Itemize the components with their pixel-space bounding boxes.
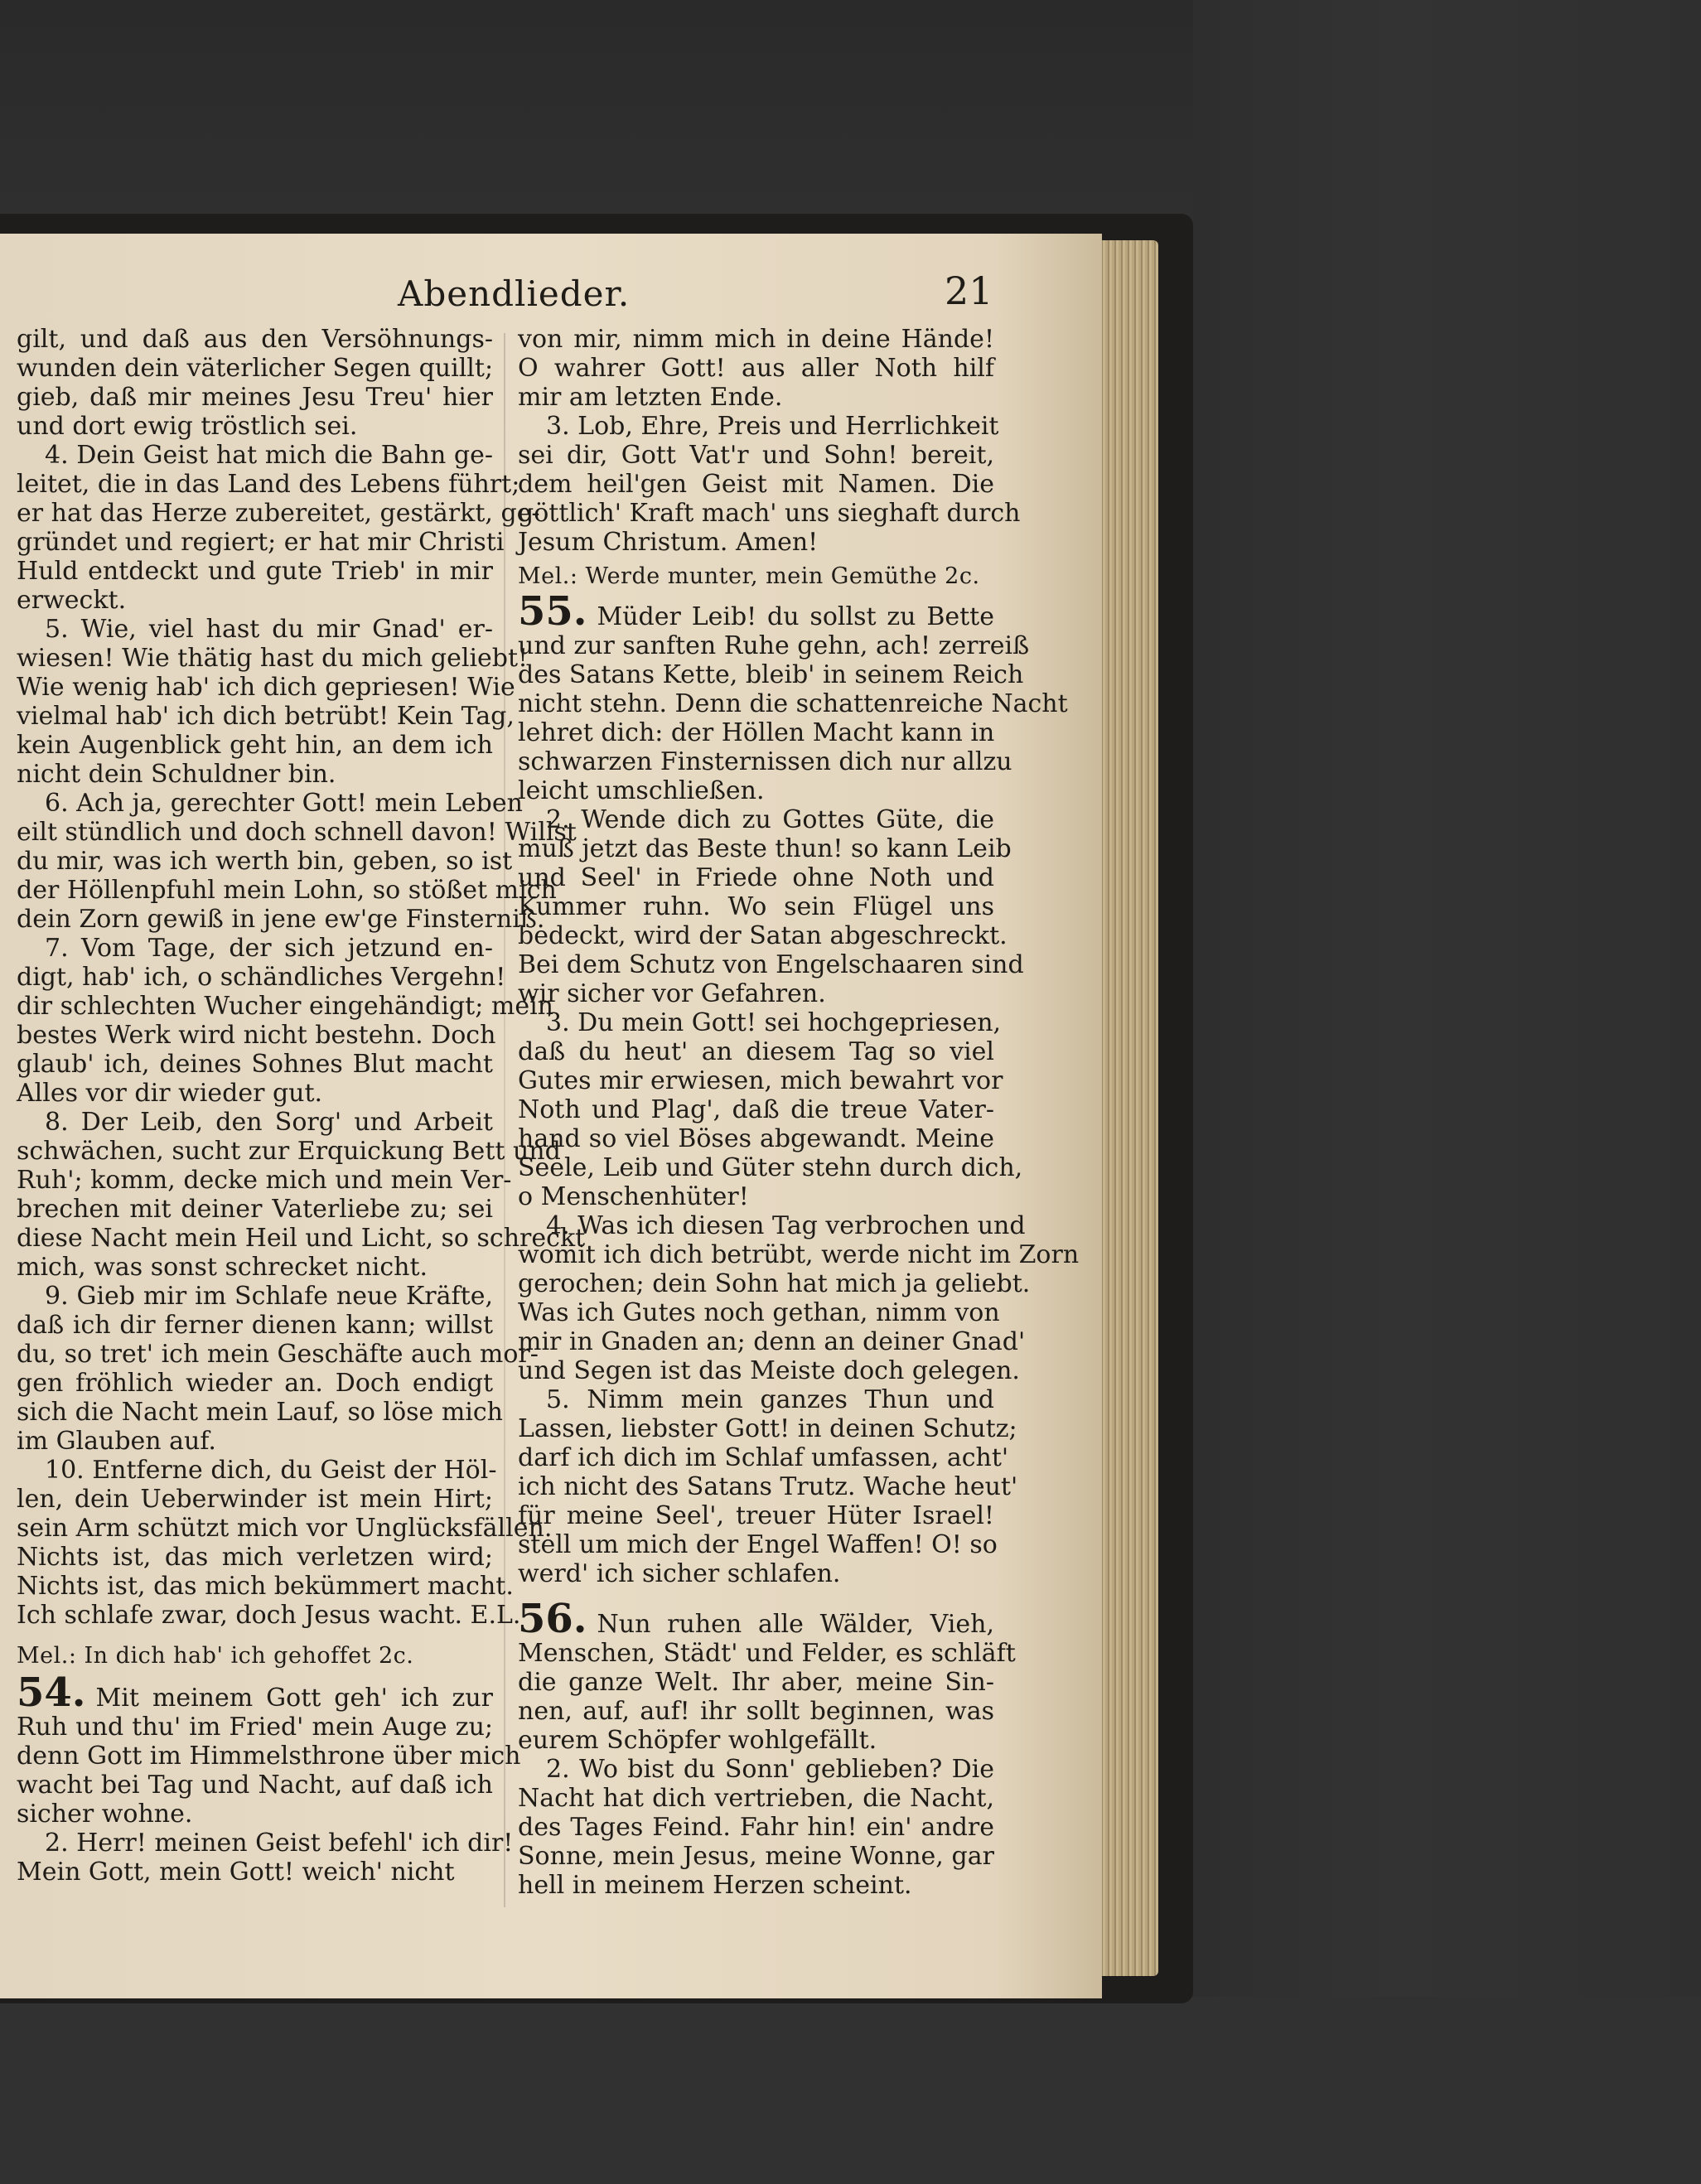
text-line: vielmal hab' ich dich betrübt! Kein Tag, bbox=[17, 702, 515, 731]
text-line: er hat das Herze zubereitet, gestärkt, ge- bbox=[17, 499, 540, 528]
text-line: sich die Nacht mein Lauf, so löse mich bbox=[17, 1398, 503, 1427]
right-column bbox=[518, 325, 1080, 1900]
column-divider bbox=[504, 333, 505, 1907]
text-line: wacht bei Tag und Nacht, auf daß ich bbox=[17, 1771, 493, 1800]
text-line: gründet und regiert; er hat mir Christi bbox=[17, 528, 505, 557]
text-line: nen, auf, auf! ihr sollt beginnen, was bbox=[518, 1697, 994, 1726]
text-line: wir sicher vor Gefahren. bbox=[518, 979, 826, 1008]
text-line: du mir, was ich werth bin, geben, so ist bbox=[17, 847, 513, 876]
text-line: 3. Lob, Ehre, Preis und Herrlichkeit bbox=[546, 412, 999, 441]
hymn-56-number: 56. bbox=[518, 1596, 587, 1642]
text-line: O wahrer Gott! aus aller Noth hilf bbox=[518, 354, 994, 383]
text-line: Bei dem Schutz von Engelschaaren sind bbox=[518, 950, 1024, 979]
text-line: sein Arm schützt mich vor Unglücksfällen. bbox=[17, 1514, 553, 1543]
text-line: 5. Nimm mein ganzes Thun und bbox=[546, 1385, 994, 1414]
text-line: eilt stündlich und doch schnell davon! Willst bbox=[17, 818, 577, 847]
hymn-55-text bbox=[518, 631, 1080, 1588]
text-line: im Glauben auf. bbox=[17, 1427, 216, 1456]
text-line: dem heil'gen Geist mit Namen. Die bbox=[518, 470, 994, 499]
text-line: du, so tret' ich mein Geschäfte auch mor- bbox=[17, 1340, 539, 1369]
text-line: Ich schlafe zwar, doch Jesus wacht. E.L. bbox=[17, 1601, 521, 1630]
text-line: 6. Ach ja, gerechter Gott! mein Leben bbox=[45, 789, 523, 818]
text-line: 9. Gieb mir im Schlafe neue Kräfte, bbox=[45, 1282, 493, 1311]
text-line: des Tages Feind. Fahr hin! ein' andre bbox=[518, 1813, 994, 1842]
text-line: 7. Vom Tage, der sich jetzund en- bbox=[45, 934, 493, 963]
text-line: digt, hab' ich, o schändliches Vergehn! bbox=[17, 963, 506, 992]
text-line: hand so viel Böses abgewandt. Meine bbox=[518, 1124, 994, 1153]
text-line: darf ich dich im Schlaf umfassen, acht' bbox=[518, 1443, 1009, 1472]
hymn-54-incipit: Mit meinem Gott geh' ich zur bbox=[95, 1684, 493, 1713]
text-line: die ganze Welt. Ihr aber, meine Sin- bbox=[518, 1668, 994, 1697]
text-line: Wie wenig hab' ich dich gepriesen! Wie bbox=[17, 673, 515, 702]
text-line: schwarzen Finsternissen dich nur allzu bbox=[518, 747, 1012, 776]
melody-line-left: Mel.: In dich hab' ich gehoffet 2c. bbox=[17, 1643, 414, 1669]
hymn-55-incipit: Müder Leib! du sollst zu Bette bbox=[597, 602, 994, 631]
text-line: von mir, nimm mich in deine Hände! bbox=[518, 325, 994, 354]
text-line: diese Nacht mein Heil und Licht, so schreckt bbox=[17, 1224, 586, 1253]
text-line: Noth und Plag', daß die treue Vater- bbox=[518, 1095, 994, 1124]
text-line: bestes Werk wird nicht bestehn. Doch bbox=[17, 1021, 496, 1050]
text-line: Menschen, Städt' und Felder, es schläft bbox=[518, 1639, 1016, 1668]
text-line: len, dein Ueberwinder ist mein Hirt; bbox=[17, 1485, 493, 1514]
text-line: wiesen! Wie thätig hast du mich geliebt! bbox=[17, 644, 529, 673]
text-line: erweckt. bbox=[17, 586, 127, 615]
text-line: des Satans Kette, bleib' in seinem Reich bbox=[518, 660, 1024, 689]
text-line: Ruh und thu' im Fried' mein Auge zu; bbox=[17, 1713, 493, 1742]
text-line: Huld entdeckt und gute Trieb' in mir bbox=[17, 557, 493, 586]
text-line: Seele, Leib und Güter stehn durch dich, bbox=[518, 1153, 1023, 1182]
text-line: gen fröhlich wieder an. Doch endigt bbox=[17, 1369, 493, 1398]
text-line: nicht dein Schuldner bin. bbox=[17, 760, 336, 789]
text-line: Nichts ist, das mich verletzen wird; bbox=[17, 1543, 493, 1572]
text-line: denn Gott im Himmelsthrone über mich bbox=[17, 1742, 521, 1771]
text-line: 5. Wie, viel hast du mir Gnad' er- bbox=[45, 615, 493, 644]
text-line: Nichts ist, das mich bekümmert macht. bbox=[17, 1572, 514, 1601]
text-line: Mein Gott, mein Gott! weich' nicht bbox=[17, 1858, 455, 1887]
text-line: gerochen; dein Sohn hat mich ja geliebt. bbox=[518, 1269, 1031, 1298]
text-line: o Menschenhüter! bbox=[518, 1182, 749, 1211]
text-line: gieb, daß mir meines Jesu Treu' hier bbox=[17, 383, 493, 412]
text-line: sicher wohne. bbox=[17, 1800, 193, 1829]
text-line: Sonne, mein Jesus, meine Wonne, gar bbox=[518, 1842, 994, 1871]
text-line: 2. Wende dich zu Gottes Güte, die bbox=[546, 805, 994, 834]
text-line: Ruh'; komm, decke mich und mein Ver- bbox=[17, 1166, 512, 1195]
text-line: eurem Schöpfer wohlgefällt. bbox=[518, 1726, 877, 1755]
background-bottom bbox=[0, 1997, 1701, 2184]
text-line: und Seel' in Friede ohne Noth und bbox=[518, 863, 994, 892]
text-line: Gutes mir erwiesen, mich bewahrt vor bbox=[518, 1066, 1003, 1095]
text-line: Jesum Christum. Amen! bbox=[518, 528, 819, 557]
text-line: 2. Wo bist du Sonn' geblieben? Die bbox=[546, 1755, 994, 1784]
hymn-54-text bbox=[17, 1713, 521, 1887]
text-line: dir schlechten Wucher eingehändigt; mein bbox=[17, 992, 554, 1021]
right-column-text bbox=[518, 325, 1021, 557]
text-line: 8. Der Leib, den Sorg' und Arbeit bbox=[45, 1108, 493, 1137]
text-line: bedeckt, wird der Satan abgeschreckt. bbox=[518, 921, 1008, 950]
text-line: mich, was sonst schrecket nicht. bbox=[17, 1253, 428, 1282]
text-line: werd' ich sicher schlafen. bbox=[518, 1559, 841, 1588]
text-line: ich nicht des Satans Trutz. Wache heut' bbox=[518, 1472, 1018, 1501]
text-line: leitet, die in das Land des Lebens führt; bbox=[17, 470, 520, 499]
text-line: wunden dein väterlicher Segen quillt; bbox=[17, 354, 494, 383]
text-line: schwächen, sucht zur Erquickung Bett und bbox=[17, 1137, 561, 1166]
page-number: 21 bbox=[945, 268, 993, 313]
text-line: mir in Gnaden an; denn an deiner Gnad' bbox=[518, 1327, 1026, 1356]
text-line: hell in meinem Herzen scheint. bbox=[518, 1871, 912, 1900]
text-line: und dort ewig tröstlich sei. bbox=[17, 412, 358, 441]
text-line: Nacht hat dich vertrieben, die Nacht, bbox=[518, 1784, 994, 1813]
text-line: gilt, und daß aus den Versöhnungs- bbox=[17, 325, 493, 354]
hymn-55-first-line bbox=[518, 588, 994, 635]
text-line: brechen mit deiner Vaterliebe zu; sei bbox=[17, 1195, 493, 1224]
text-line: Alles vor dir wieder gut. bbox=[17, 1079, 323, 1108]
text-line: Lassen, liebster Gott! in deinen Schutz; bbox=[518, 1414, 1017, 1443]
text-line: Kummer ruhn. Wo sein Flügel uns bbox=[518, 892, 994, 921]
hymn-54-number: 54. bbox=[17, 1669, 86, 1716]
text-line: lehret dich: der Höllen Macht kann in bbox=[518, 718, 995, 747]
text-line: kein Augenblick geht hin, an dem ich bbox=[17, 731, 493, 760]
text-line: 3. Du mein Gott! sei hochgepriesen, bbox=[546, 1008, 1002, 1037]
text-line: und Segen ist das Meiste doch gelegen. bbox=[518, 1356, 1020, 1385]
text-line: leicht umschließen. bbox=[518, 776, 765, 805]
text-line: 2. Herr! meinen Geist befehl' ich dir! bbox=[45, 1829, 514, 1858]
text-line: daß ich dir ferner dienen kann; willst bbox=[17, 1311, 493, 1340]
hymn-spacer bbox=[518, 1588, 994, 1605]
hymn-56-first-line bbox=[518, 1596, 994, 1642]
text-line: göttlich' Kraft mach' uns sieghaft durch bbox=[518, 499, 1021, 528]
text-line: stell um mich der Engel Waffen! O! so bbox=[518, 1530, 998, 1559]
background-right bbox=[1193, 0, 1701, 2184]
text-line: der Höllenpfuhl mein Lohn, so stößet mich bbox=[17, 876, 557, 905]
text-line: nicht stehn. Denn die schattenreiche Nacht bbox=[518, 689, 1068, 718]
page-edges bbox=[1092, 240, 1158, 1976]
text-line: für meine Seel', treuer Hüter Israel! bbox=[518, 1501, 994, 1530]
text-line: muß jetzt das Beste thun! so kann Leib bbox=[518, 834, 1012, 863]
text-line: 4. Dein Geist hat mich die Bahn ge- bbox=[45, 441, 493, 470]
text-line: womit ich dich betrübt, werde nicht im Zorn bbox=[518, 1240, 1080, 1269]
text-line: Was ich Gutes noch gethan, nimm von bbox=[518, 1298, 1000, 1327]
text-line: 10. Entferne dich, du Geist der Höl- bbox=[45, 1456, 497, 1485]
text-line: 4. Was ich diesen Tag verbrochen und bbox=[546, 1211, 1026, 1240]
hymn-54-first-line bbox=[17, 1669, 493, 1716]
book-page bbox=[0, 234, 1102, 1998]
running-title: Abendlieder. bbox=[398, 273, 631, 314]
text-line: dein Zorn gewiß in jene ew'ge Finsterniß. bbox=[17, 905, 545, 934]
hymn-55-number: 55. bbox=[518, 588, 587, 635]
text-line: sei dir, Gott Vat'r und Sohn! bereit, bbox=[518, 441, 994, 470]
hymn-56-text bbox=[518, 1639, 1016, 1900]
text-line: mir am letzten Ende. bbox=[518, 383, 783, 412]
text-line: und zur sanften Ruhe gehn, ach! zerreiß bbox=[518, 631, 1030, 660]
text-line: daß du heut' an diesem Tag so viel bbox=[518, 1037, 994, 1066]
text-line: glaub' ich, deines Sohnes Blut macht bbox=[17, 1050, 493, 1079]
melody-line-right: Mel.: Werde munter, mein Gemüthe 2c. bbox=[518, 563, 980, 589]
hymn-56-incipit: Nun ruhen alle Wälder, Vieh, bbox=[597, 1610, 994, 1639]
